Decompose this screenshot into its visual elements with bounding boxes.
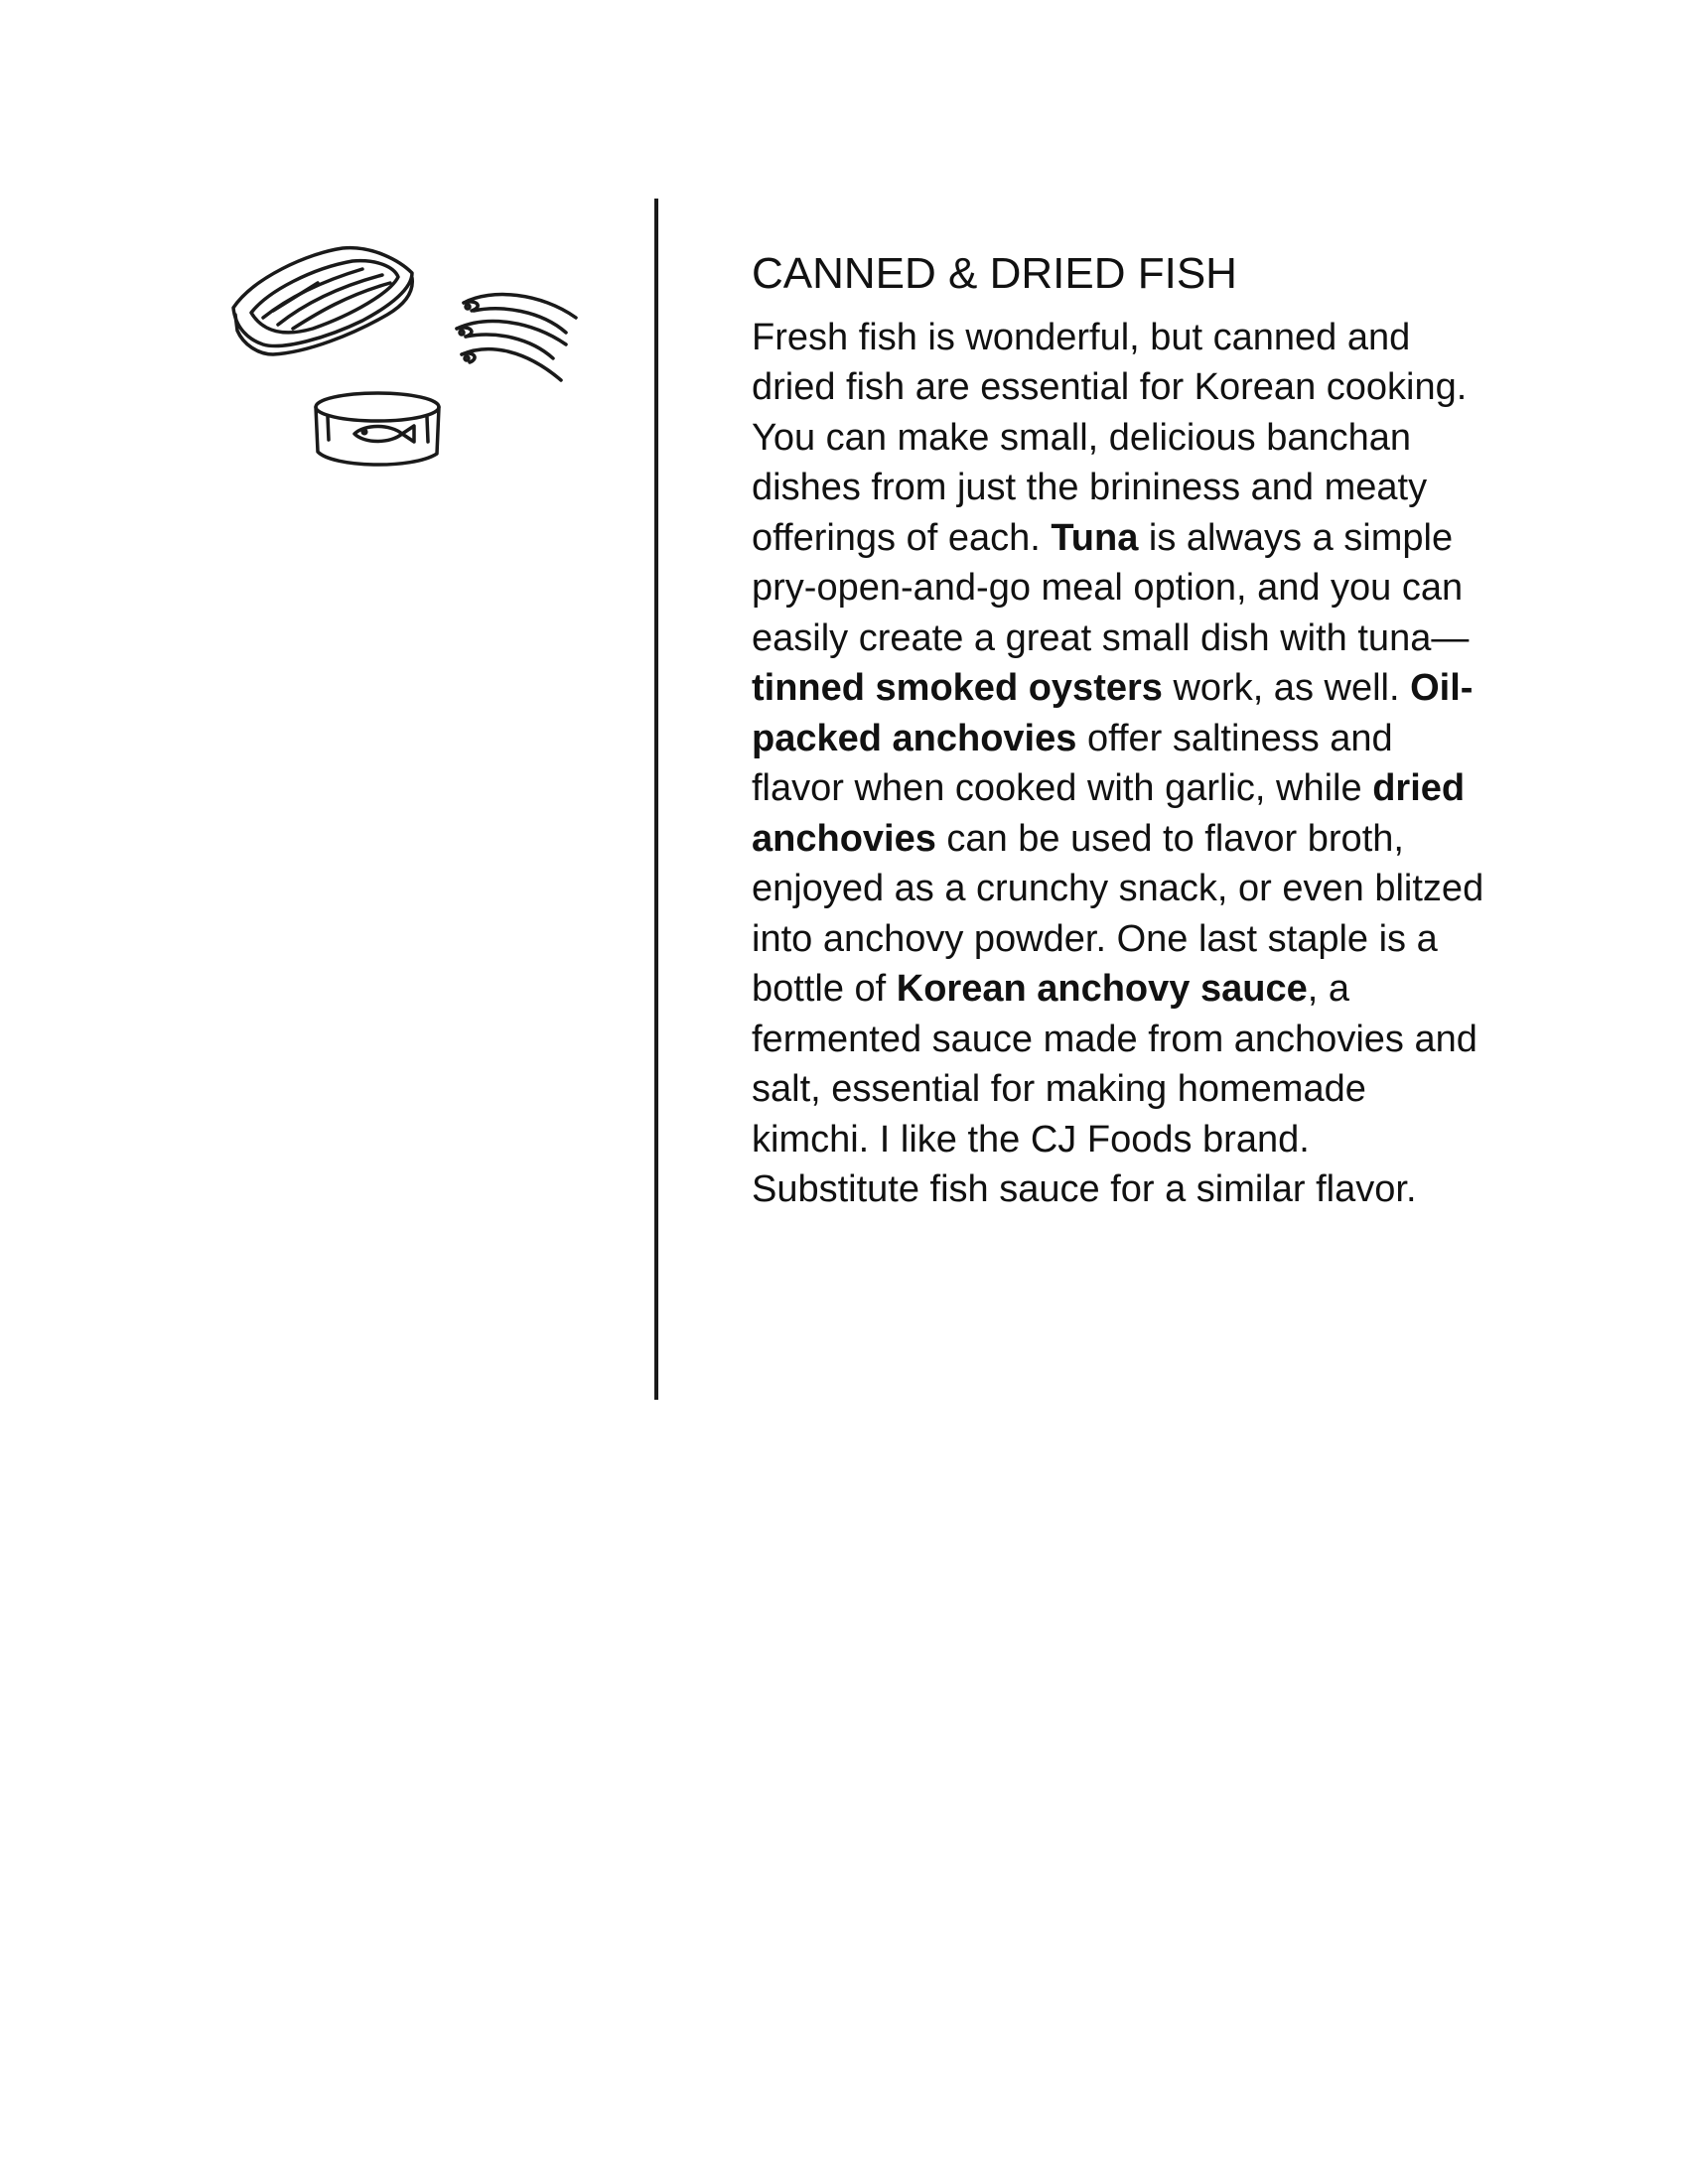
section-heading: CANNED & DRIED FISH [752,249,1237,298]
canned-dried-fish-illustration [223,233,591,477]
paragraph-text-segment: , a fermented sauce made from anchovies and salt, essential for making homemade kimchi. I like the CJ Foods brand. Substitute fish sauce for a similar flavor. [752,968,1477,1211]
paragraph-text-segment: can be used to flavor broth, enjoyed as a crunchy snack, or even blitzed into anchovy powder. One last staple is a bottle of [752,817,1484,1011]
dried-anchovies-icon [457,295,576,380]
section-content [752,248,1486,1215]
paragraph-text-segment: Fresh fish is wonderful, but canned and dried fish are essential for Korean cooking. You can make small, delicious banchan dishes from just the brininess and meaty offerings of each. [752,316,1468,559]
paragraph-bold-term: Korean anchovy sauce [896,968,1308,1011]
paragraph-text-segment: work, as well. [1162,667,1411,710]
paragraph-bold-term: dried anchovies [752,767,1466,860]
sardine-tin-icon [233,248,412,354]
round-can-icon [316,393,439,465]
paragraph-bold-term: Tuna [1051,516,1139,559]
paragraph-text-segment: offer saltiness and flavor when cooked with garlic, while [752,717,1393,810]
paragraph-text-segment: is always a simple pry-open-and-go meal option, and you can easily create a great small dish with tuna— [752,516,1470,659]
section-paragraph [752,313,1486,1215]
paragraph-bold-term: tinned smoked oysters [752,667,1163,710]
paragraph-bold-term: Oil-packed anchovies [752,667,1474,759]
vertical-divider [654,199,658,1400]
